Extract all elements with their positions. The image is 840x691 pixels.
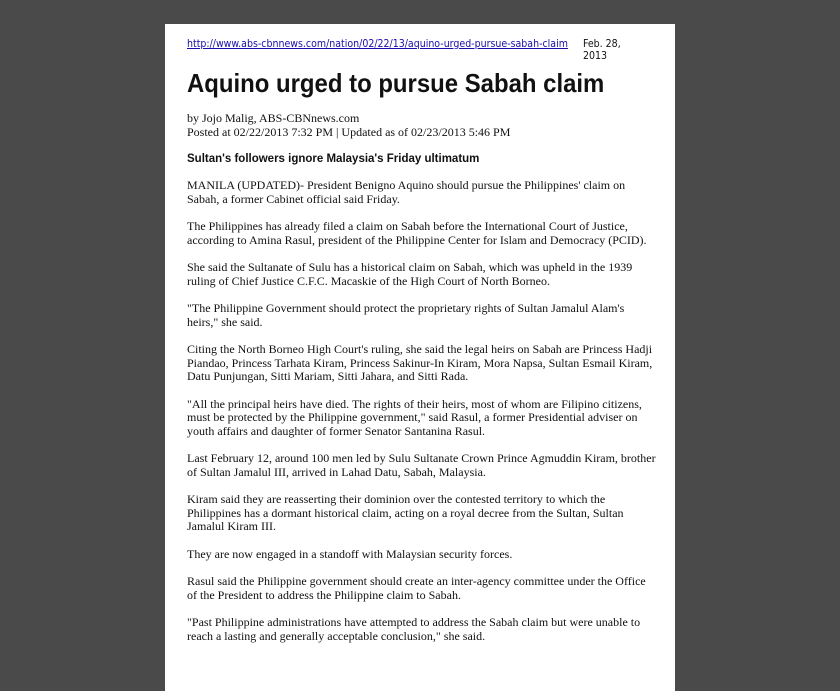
author-line: by Jojo Malig, ABS-CBNnews.com <box>187 111 360 125</box>
paragraph: "The Philippine Government should protect the proprietary rights of Sultan Jamalul Alam's heirs," she said. <box>187 301 625 329</box>
paragraph: MANILA (UPDATED)- President Benigno Aquino should pursue the Philippines' claim on Sabah, a former Cabinet official said Friday. <box>187 178 626 206</box>
paragraph: Kiram said they are reasserting their dominion over the contested territory to which the Philippines has a dormant historical claim, acting on a royal decree from the Sultan, Sultan Jamalul Kiram III. <box>187 492 624 533</box>
paragraph: Last February 12, around 100 men led by Sulu Sultanate Crown Prince Agmuddin Kiram, brother of Sultan Jamalul III, arrived in Lahad Datu, Sabah, Malaysia. <box>187 451 656 479</box>
posted-timestamp: Posted at 02/22/2013 7:32 PM | Updated as of 02/23/2013 5:46 PM <box>187 125 511 139</box>
document-page <box>165 24 675 691</box>
article-subheading: Sultan's followers ignore Malaysia's Friday ultimatum <box>187 153 480 165</box>
paragraph: She said the Sultanate of Sulu has a historical claim on Sabah, which was upheld in the 1939 ruling of Chief Justice C.F.C. Macaskie of the High Court of North Borneo. <box>187 260 633 288</box>
print-date: Feb. 28, 2013 <box>583 38 621 62</box>
source-url-link[interactable]: http://www.abs-cbnnews.com/nation/02/22/13/aquino-urged-pursue-sabah-claim <box>187 38 568 50</box>
paragraph: They are now engaged in a standoff with Malaysian security forces. <box>187 546 513 561</box>
article-body <box>187 179 657 657</box>
paragraph: "Past Philippine administrations have attempted to address the Sabah claim but were unable to reach a lasting and generally acceptable conclusion," she said. <box>187 615 641 643</box>
article-title: Aquino urged to pursue Sabah claim <box>187 68 605 98</box>
article-byline <box>187 111 647 139</box>
paragraph: The Philippines has already filed a claim on Sabah before the International Court of Justice, according to Amina Rasul, president of the Philippine Center for Islam and Democracy (PCID). <box>187 219 647 247</box>
page-header <box>187 38 645 62</box>
paragraph: "All the principal heirs have died. The rights of their heirs, most of whom are Filipino citizens, must be protected by the Philippine government," said Rasul, a former Presidential adviser on youth affairs and daughter of former Senator Santanina Rasul. <box>187 396 642 438</box>
paragraph: Rasul said the Philippine government should create an inter-agency committee under the Office of the President to address the Philippine claim to Sabah. <box>187 574 646 602</box>
paragraph: Citing the North Borneo High Court's ruling, she said the legal heirs on Sabah are Princess Hadji Piandao, Princess Tarhata Kiram, Princess Sakinur-In Kiram, Mora Napsa, Sultan Esmail Kiram, Datu Punjungan, Sitti Mariam, Sitti Jahara, and Sitti Rada. <box>187 342 653 383</box>
